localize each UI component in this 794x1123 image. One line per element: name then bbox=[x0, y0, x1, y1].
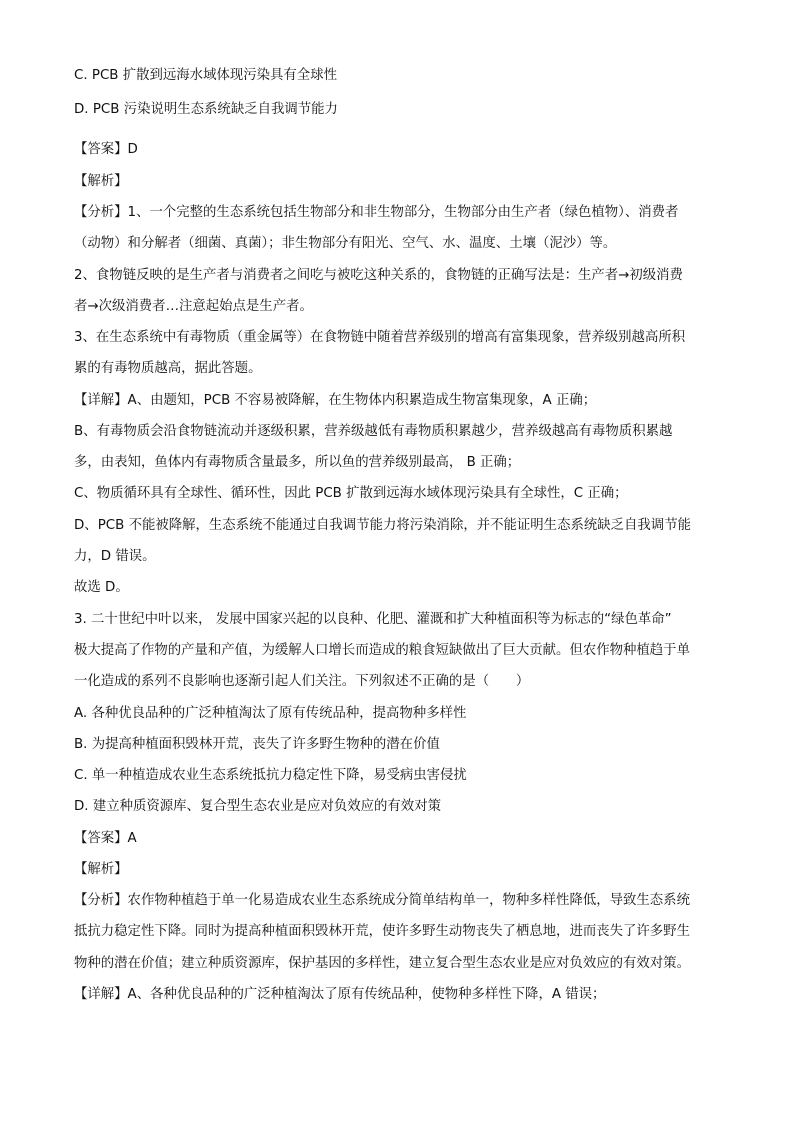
analysis-paragraph-line: 者→次级消费者…注意起始点是生产者。 bbox=[74, 299, 313, 314]
analysis-paragraph-line: 【分析】1、一个完整的生态系统包括生物部分和非生物部分，生物部分由生产者（绿色植物）、消费者 bbox=[74, 205, 679, 220]
detail-paragraph-line: 【详解】A、由题知，PCB 不容易被降解，在生物体内积累造成生物富集现象，A 正确； bbox=[74, 393, 597, 408]
question-stem-line: 3. 二十世纪中叶以来， 发展中国家兴起的以良种、化肥、灌溉和扩大种植面积等为标志的“绿色革命” bbox=[74, 612, 672, 627]
analysis-paragraph-line: 累的有毒物质越高，据此答题。 bbox=[74, 361, 262, 376]
detail-paragraph-line: 多，由表知，鱼体内有毒物质含量最多，所以鱼的营养级别最高， B 正确； bbox=[74, 455, 521, 470]
analysis-paragraph-line: 2、食物链反映的是生产者与消费者之间吃与被吃这种关系的，食物链的正确写法是：生产者→初级消费 bbox=[74, 268, 683, 283]
answer-line: 【答案】A bbox=[74, 831, 137, 846]
question-stem-line: 极大提高了作物的产量和产值，为缓解人口增长而造成的粮食短缺做出了巨大贡献。但农作物种植趋于单 bbox=[74, 643, 690, 658]
question-stem-line: 一化造成的系列不良影响也逐渐引起人们关注。下列叙述不正确的是（ ） bbox=[74, 674, 530, 689]
answer-line: 【答案】D bbox=[74, 142, 138, 157]
option-c-line: C. PCB 扩散到远海水域体现污染具有全球性 bbox=[74, 68, 337, 83]
analysis-paragraph-line: 物种的潜在价值；建立种质资源库，保护基因的多样性，建立复合型生态农业是应对负效应的有效对策。 bbox=[74, 956, 690, 971]
choice-line: 故选 D。 bbox=[74, 580, 129, 595]
detail-paragraph-line: C、物质循环具有全球性、循环性，因此 PCB 扩散到远海水域体现污染具有全球性，C 正确； bbox=[74, 486, 628, 501]
option-b-line: B. 为提高种植面积毁林开荒，丧失了许多野生物种的潜在价值 bbox=[74, 737, 440, 752]
option-d-line: D. 建立种质资源库、复合型生态农业是应对负效应的有效对策 bbox=[74, 799, 441, 814]
analysis-paragraph-line: 【分析】农作物种植趋于单一化易造成农业生态系统成分简单结构单一，物种多样性降低，导致生态系统 bbox=[74, 893, 690, 908]
analysis-heading: 【解析】 bbox=[74, 862, 128, 877]
option-d-line: D. PCB 污染说明生态系统缺乏自我调节能力 bbox=[74, 102, 338, 117]
detail-paragraph-line: B、有毒物质会沿食物链流动并逐级积累，营养级越低有毒物质积累越少，营养级越高有毒物质积累越 bbox=[74, 424, 673, 439]
option-c-line: C. 单一种植造成农业生态系统抵抗力稳定性下降，易受病虫害侵扰 bbox=[74, 768, 467, 783]
detail-paragraph-line: D、PCB 不能被降解，生态系统不能通过自我调节能力将污染消除，并不能证明生态系统缺乏自我调节能 bbox=[74, 518, 691, 533]
detail-paragraph-line: 力，D 错误。 bbox=[74, 549, 156, 564]
analysis-paragraph-line: 3、在生态系统中有毒物质（重金属等）在食物链中随着营养级别的增高有富集现象，营养级别越高所积 bbox=[74, 330, 686, 345]
option-a-line: A. 各种优良品种的广泛种植淘汰了原有传统品种，提高物种多样性 bbox=[74, 706, 467, 721]
analysis-paragraph-line: 抵抗力稳定性下降。同时为提高种植面积毁林开荒，使许多野生动物丧失了栖息地，进而丧失了许多野生 bbox=[74, 924, 690, 939]
detail-paragraph-line: 【详解】A、各种优良品种的广泛种植淘汰了原有传统品种，使物种多样性下降，A 错误； bbox=[74, 987, 606, 1002]
analysis-heading: 【解析】 bbox=[74, 174, 128, 189]
analysis-paragraph-line: （动物）和分解者（细菌、真菌）；非生物部分有阳光、空气、水、温度、土壤（泥沙）等。 bbox=[74, 236, 617, 251]
